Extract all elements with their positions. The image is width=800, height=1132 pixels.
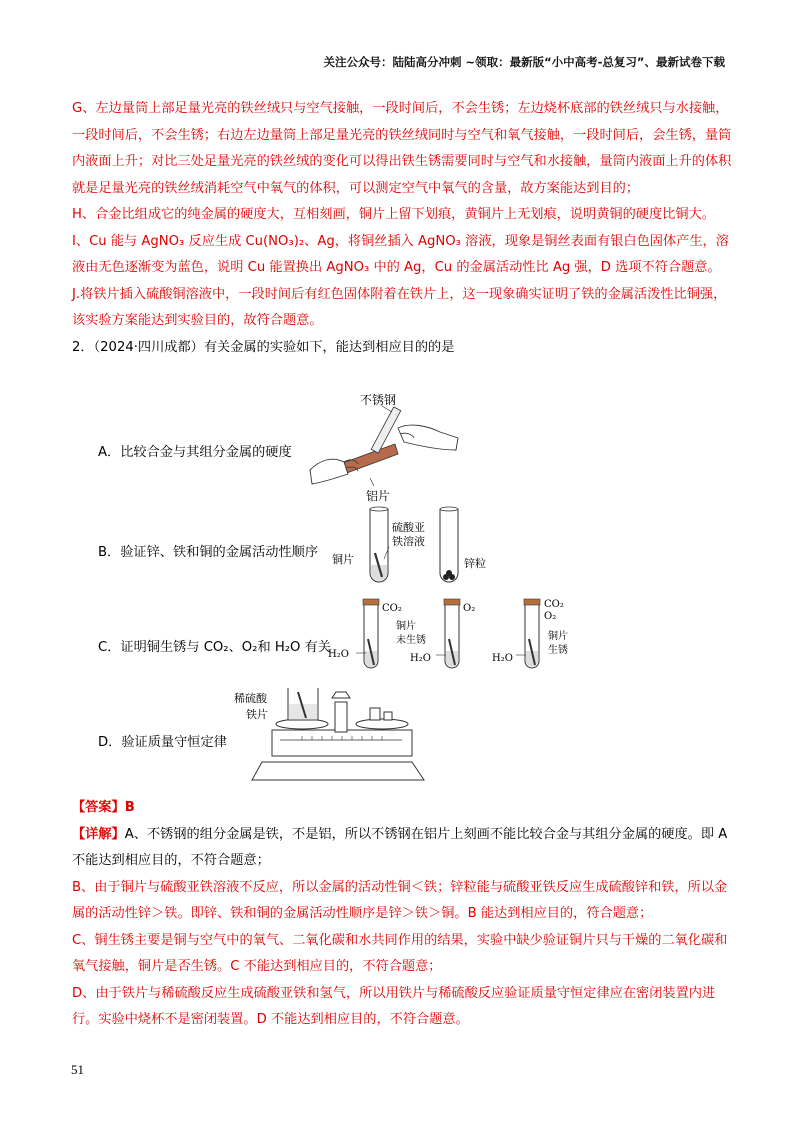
option-c: C．证明铜生锈与 CO₂、O₂和 H₂O 有关 [98,640,331,655]
label-acid: 稀硫酸 [234,692,267,705]
steel-rod [371,407,401,453]
label-feso4-2: 铁溶液 [392,535,425,548]
detail-d: D、由于铁片与稀硫酸反应生成硫酸亚铁和氢气，所以用铁片与稀硫酸反应验证质量守恒定律应在密闭装置内进行。实验中烧杯不是密闭装置。D 不能达到相应目的，不符合题意。 [72,985,716,1027]
label-co2-3: CO₂ [544,599,564,610]
page-number: 51 [71,1062,84,1077]
page-content [72,96,732,361]
stopper-3 [524,599,540,605]
label-feso4-1: 硫酸亚 [392,521,425,534]
detail-a [72,822,732,875]
left-hand-icon [310,459,348,484]
weight-1 [370,708,380,720]
stopper-2 [444,599,460,605]
label-h2o-1: H₂O [328,649,349,660]
option-a: A．比较合金与其组分金属的硬度 [98,445,292,460]
label-no-rust: 未生锈 [396,635,426,646]
question-stem: 2．（2024·四川成都）有关金属的实验如下，能达到相应目的的是 [72,339,455,355]
label-zinc: 锌粒 [464,557,486,570]
label-rust: 生锈 [548,645,568,656]
label-iron: 铁片 [246,708,268,721]
prev-answer-i: I、Cu 能与 AgNO₃ 反应生成 Cu(NO₃)₂、Ag，将铜丝插入 AgNO₃ 溶液，现象是铜丝表面有银白色固体产生，溶液由无色逐渐变为蓝色，说明 Cu 能置换出 AgNO₃ 中的 Ag，Cu 的金属活动性比 Ag 强，D 选项不符合题意。 [72,233,729,275]
prev-answer-h: H、合金比组成它的纯金属的硬度大，互相刻画，铜片上留下划痕，黄铜片上无划痕，说明黄铜的硬度比铜大。 [72,207,715,222]
stopper-1 [363,599,379,605]
option-d: D．验证质量守恒定律 [98,735,227,750]
right-pan [356,719,408,729]
label-h2o-2: H₂O [410,653,431,664]
figure-a-hardness [300,392,470,502]
prev-answer-g: G、左边量筒上部足量光亮的铁丝绒只与空气接触，一段时间后，不会生锈；左边烧杯底部的铁丝绒只与水接触，一段时间后，不会生锈；右边左边量筒上部足量光亮的铁丝绒同时与空气和氧气接触，一段时间后，会生锈，量筒内液面上升；对比三处足量光亮的铁丝绒的变化可以得出铁生锈需要同时与空气和水接触，量筒内液面上升的体积就是足量光亮的铁丝绒消耗空气中氧气的体积，可以测定空气中氧气的含量，故方案能达到目的； [72,101,732,196]
detail-a-text: A、不锈钢的组分金属是铁，不是铝，所以不锈钢在铝片上刻画不能比较合金与其组分金属的硬度。即 A 不能达到相应目的，不符合题意； [72,826,728,868]
label-o2-3: O₂ [544,611,557,622]
page-header: 关注公众号：陆陆高分冲刺 ~领取：最新版“小中高考-总复习”、最新试卷下载 [323,55,725,69]
answer-block [72,795,732,1034]
label-h2o-3: H₂O [492,653,513,664]
option-b: B．验证锌、铁和铜的金属活动性顺序 [98,545,319,560]
label-copper-c3: 铜片 [548,631,568,642]
detail-c: C、铜生锈主要是铜与空气中的氧气、二氧化碳和水共同作用的结果，实验中缺少验证铜片只与干燥的二氧化碳和氧气接触，铜片是否生锈。C 不能达到相应目的，不符合题意； [72,932,728,974]
label-aluminum: 铝片 [366,489,391,502]
figure-c-tubes [320,595,590,675]
detail-b: B、由于铜片与硫酸亚铁溶液不反应，所以金属的活动性铜＜铁；锌粒能与硫酸亚铁反应生成硫酸锌和铁，所以金属的活动性锌＞铁。即锌、铁和铜的金属活动性顺序是锌＞铁＞铜。B 能达到相应目的，符合题意； [72,879,728,921]
detail-label: 【详解】 [72,826,125,842]
right-hand-icon [398,425,458,450]
label-copper: 铜片 [332,553,354,566]
prev-answer-j: J.将铁片插入硫酸铜溶液中，一段时间后有红色固体附着在铁片上，这一现象确实证明了铁的金属活泼性比铜强，该实验方案能达到实验目的，故符合题意。 [72,286,727,328]
label-co2-1: CO₂ [382,603,402,614]
weight-2 [384,712,392,720]
figure-b-tubes [330,505,500,585]
figure-d-balance [232,682,442,792]
aluminum-sheet [340,444,398,474]
label-steel: 不锈钢 [360,393,397,407]
label-copper-c: 铜片 [396,621,416,632]
label-o2: O₂ [463,603,476,614]
answer-label: 【答案】B [72,800,135,815]
balance-base [252,762,424,780]
